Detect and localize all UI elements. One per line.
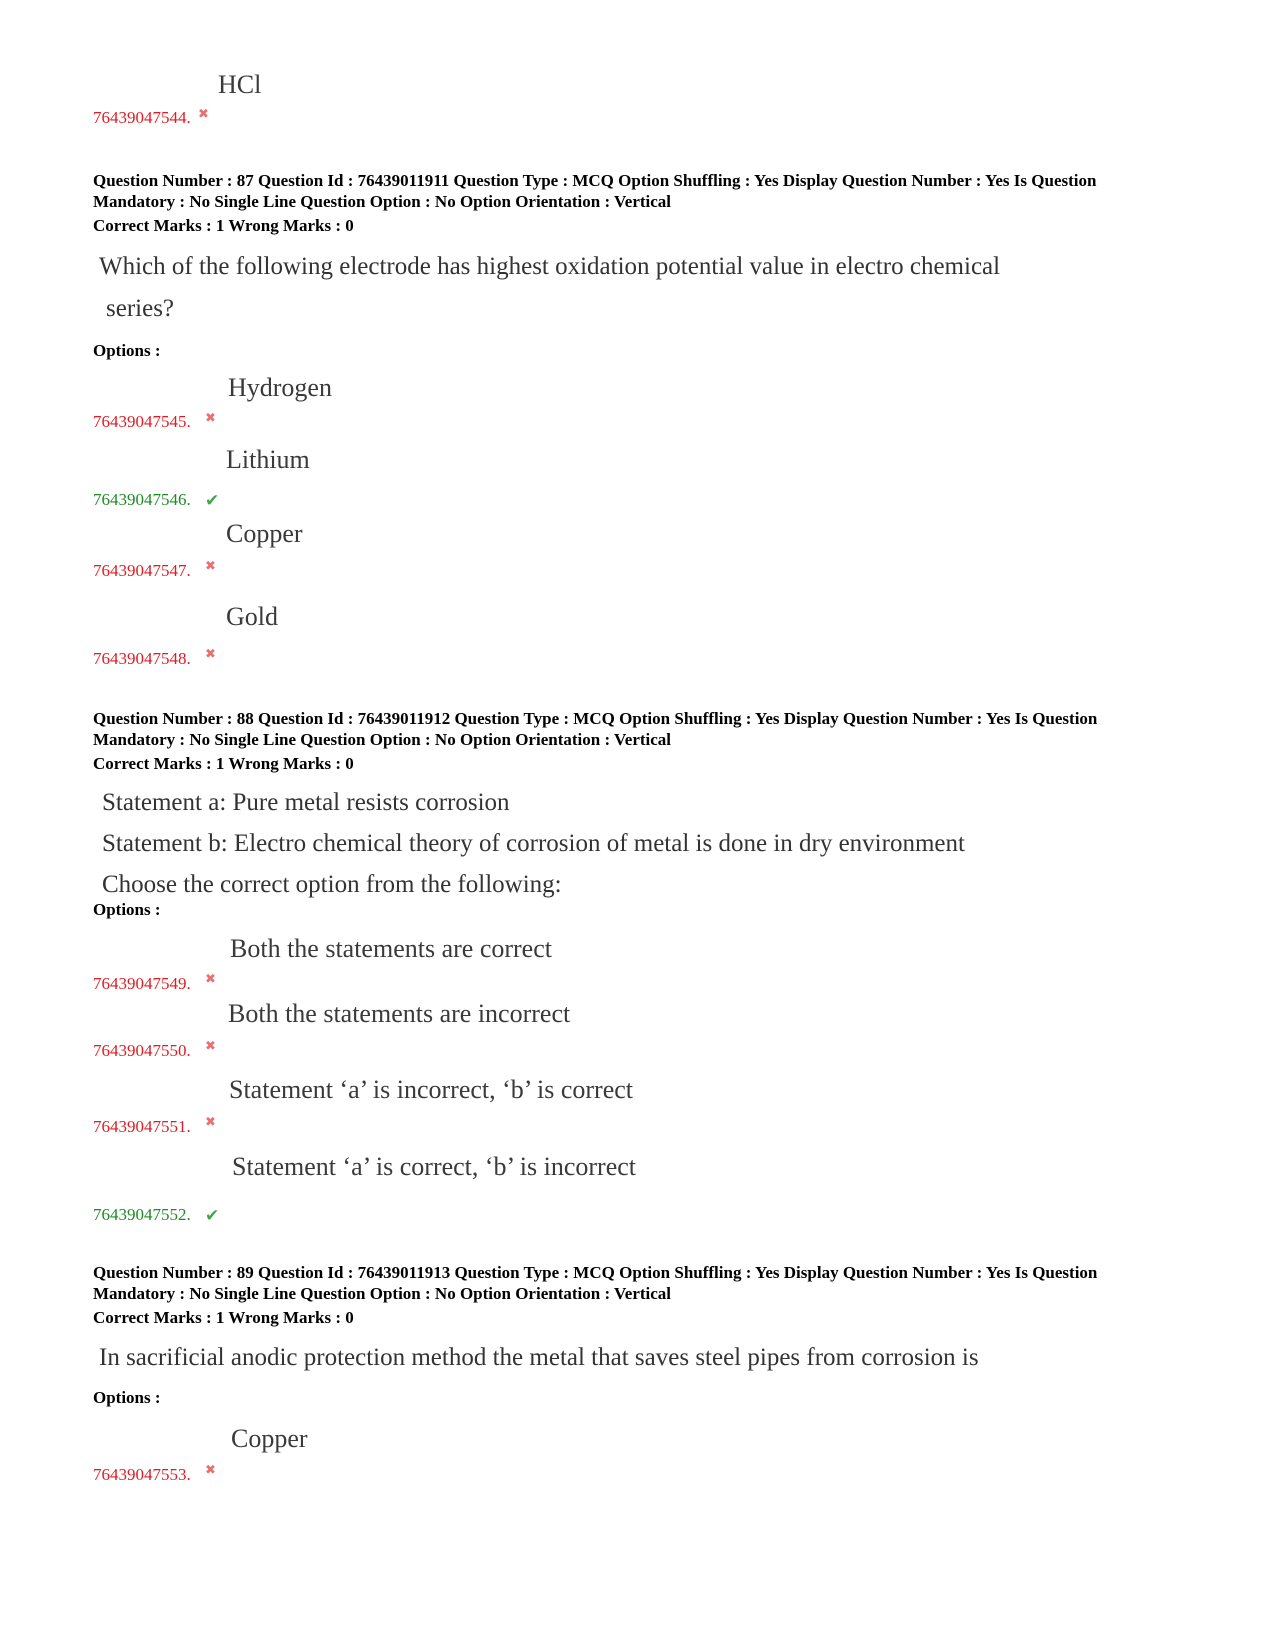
question-marks: Correct Marks : 1 Wrong Marks : 0: [93, 216, 354, 235]
option-text: Lithium: [226, 445, 310, 474]
question-meta: [93, 170, 1193, 236]
option-id: 76439047547.: [93, 561, 191, 580]
option-text: Statement ‘a’ is incorrect, ‘b’ is correct: [229, 1075, 634, 1104]
option-row: [93, 491, 1093, 580]
cross-icon: ✖: [205, 647, 216, 662]
cross-icon: ✖: [205, 411, 216, 426]
options-label: Options :: [93, 900, 161, 919]
option-text: Hydrogen: [228, 373, 332, 402]
option-row: [93, 1140, 1093, 1226]
question-line: Statement b: Electro chemical theory of corrosion of metal is done in dry environment: [102, 830, 965, 857]
options-label: Options :: [93, 341, 161, 360]
question-text: [102, 788, 1152, 900]
option-row: [93, 348, 1093, 431]
cross-icon: ✖: [205, 1463, 216, 1478]
question-meta-line: Question Number : 88 Question Id : 76439011912 Question Type : MCQ Option Shuffling : Yes Display Question Number : Yes Is Question: [93, 709, 1098, 728]
option-row: [93, 1054, 1093, 1136]
option-id: 76439047549.: [93, 974, 191, 993]
question-meta: [93, 708, 1193, 774]
option-id: 76439047550.: [93, 1041, 191, 1060]
option-row: [93, 425, 1093, 511]
option-text: Copper: [231, 1424, 308, 1453]
option-row: [93, 910, 1093, 993]
question-line: series?: [106, 295, 175, 322]
option-row: [93, 978, 1093, 1060]
option-id: 76439047552.: [93, 1205, 191, 1224]
question-marks: Correct Marks : 1 Wrong Marks : 0: [93, 1308, 354, 1327]
question-meta-line: Question Number : 89 Question Id : 76439011913 Question Type : MCQ Option Shuffling : Yes Display Question Number : Yes Is Question: [93, 1263, 1098, 1282]
options-label: Options :: [93, 1388, 161, 1407]
question-line: Which of the following electrode has highest oxidation potential value in electro chemical: [99, 253, 1001, 280]
cross-icon: ✖: [205, 559, 216, 574]
question-line: In sacrificial anodic protection method the metal that saves steel pipes from corrosion is: [99, 1344, 979, 1371]
check-icon: ✔: [205, 1206, 220, 1226]
option-id: 76439047544.: [93, 108, 191, 127]
question-meta-line: Question Number : 87 Question Id : 76439011911 Question Type : MCQ Option Shuffling : Yes Display Question Number : Yes Is Question: [93, 171, 1097, 190]
option-text: Both the statements are correct: [230, 934, 552, 963]
question-meta-line: Mandatory : No Single Line Question Option : No Option Orientation : Vertical: [93, 1284, 672, 1303]
option-id: 76439047551.: [93, 1117, 191, 1136]
check-icon: ✔: [205, 491, 220, 511]
option-text: Copper: [226, 519, 303, 548]
option-text: Both the statements are incorrect: [228, 999, 571, 1028]
question-meta: [93, 1262, 1193, 1328]
question-meta-line: Mandatory : No Single Line Question Option : No Option Orientation : Vertical: [93, 192, 672, 211]
option-id: 76439047545.: [93, 412, 191, 431]
question-marks: Correct Marks : 1 Wrong Marks : 0: [93, 754, 354, 773]
cross-icon: ✖: [205, 1039, 216, 1054]
question-meta-line: Mandatory : No Single Line Question Option : No Option Orientation : Vertical: [93, 730, 672, 749]
option-id: 76439047553.: [93, 1465, 191, 1484]
question-text: [99, 1343, 1149, 1373]
option-id: 76439047548.: [93, 649, 191, 668]
cross-icon: ✖: [205, 1115, 216, 1130]
option-text: HCl: [218, 70, 262, 99]
option-text: Gold: [226, 602, 278, 631]
question-line: Choose the correct option from the following:: [102, 871, 562, 898]
option-row: [93, 582, 1093, 668]
option-row: [93, 1400, 1093, 1484]
question-text: [99, 252, 1149, 324]
cross-icon: ✖: [198, 107, 209, 122]
option-row: [93, 48, 1093, 127]
option-text: Statement ‘a’ is correct, ‘b’ is incorrect: [232, 1152, 637, 1181]
cross-icon: ✖: [205, 972, 216, 987]
question-line: Statement a: Pure metal resists corrosion: [102, 789, 510, 816]
option-id: 76439047546.: [93, 490, 191, 509]
